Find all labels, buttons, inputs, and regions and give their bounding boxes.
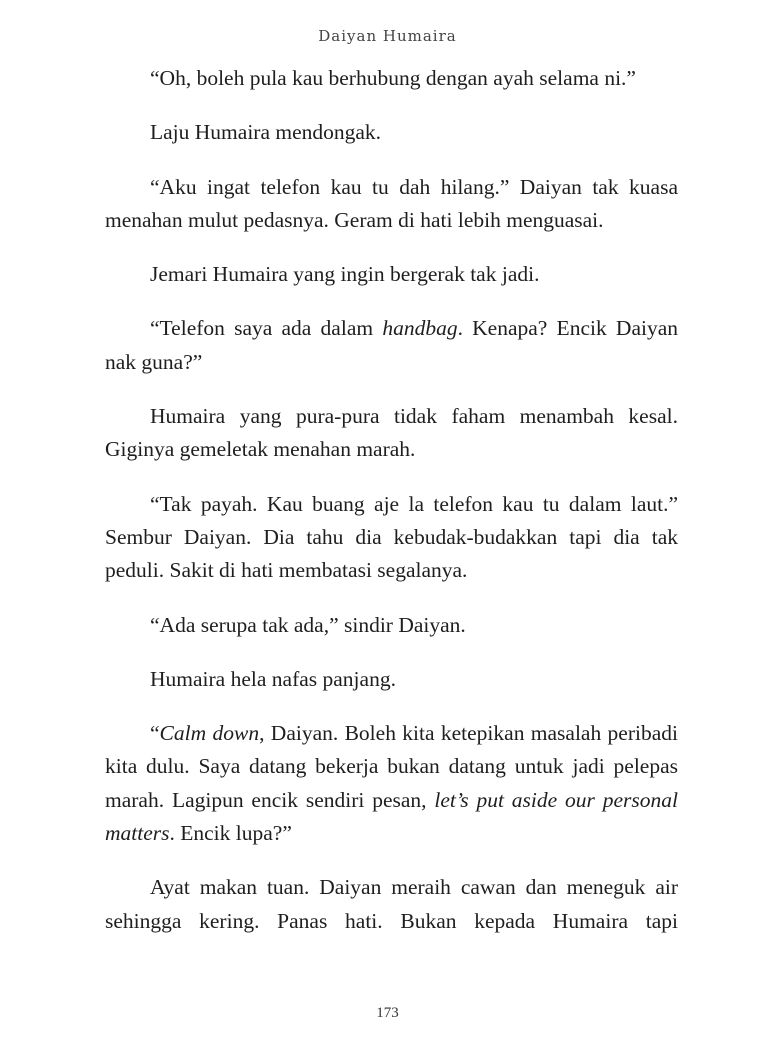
text-segment: Humaira yang pura-pura tidak faham menambah kesal. Giginya gemeletak menahan marah. (105, 404, 678, 462)
italic-term: let’s put aside our personal matters (105, 787, 678, 846)
running-head-title: Daiyan Humaira (318, 27, 457, 45)
text-segment: “Telefon saya ada dalam (150, 316, 383, 341)
page-number: 173 (376, 1005, 399, 1021)
paragraph (105, 663, 678, 696)
paragraph (105, 717, 678, 850)
body-text (105, 62, 678, 959)
text-segment: , Daiyan. Boleh kita ketepikan masalah peribadi kita dulu. Saya datang bekerja bukan datang untuk jadi pelepas marah. Lagipun encik sendiri pesan, (105, 721, 679, 812)
paragraph (105, 312, 678, 379)
text-segment: Jemari Humaira yang ingin bergerak tak jadi. (150, 262, 540, 287)
text-segment: “ (150, 721, 160, 746)
paragraph (105, 609, 678, 642)
paragraph (105, 488, 678, 588)
text-segment: “Aku ingat telefon kau tu dah hilang.” Daiyan tak kuasa menahan mulut pedasnya. Geram di hati lebih menguasai. (105, 174, 678, 232)
text-segment: Laju Humaira mendongak. (150, 120, 382, 145)
paragraph (105, 258, 678, 291)
paragraph (105, 871, 678, 938)
paragraph (105, 400, 678, 467)
text-segment: “Ada serupa tak ada,” sindir Daiyan. (150, 612, 466, 637)
text-segment: “Tak payah. Kau buang aje la telefon kau tu dalam laut.” Sembur Daiyan. Dia tahu dia kebudak-budakkan tapi dia tak peduli. Sakit di hati membatasi segalanya. (105, 491, 678, 583)
italic-term: handbag (382, 316, 458, 341)
text-segment: “Oh, boleh pula kau berhubung dengan ayah selama ni.” (150, 66, 636, 90)
italic-term: Calm down (159, 721, 260, 746)
text-segment: Ayat makan tuan. Daiyan meraih cawan dan meneguk air sehingga kering. Panas hati. Bukan kepada Humaira tapi (105, 875, 678, 933)
text-segment: . Encik lupa?” (169, 821, 292, 846)
text-segment: . Kenapa? Encik Daiyan nak guna?” (105, 316, 678, 374)
paragraph (105, 116, 678, 149)
paragraph (105, 62, 678, 95)
paragraph (105, 171, 678, 238)
text-segment: Humaira hela nafas panjang. (150, 666, 396, 691)
